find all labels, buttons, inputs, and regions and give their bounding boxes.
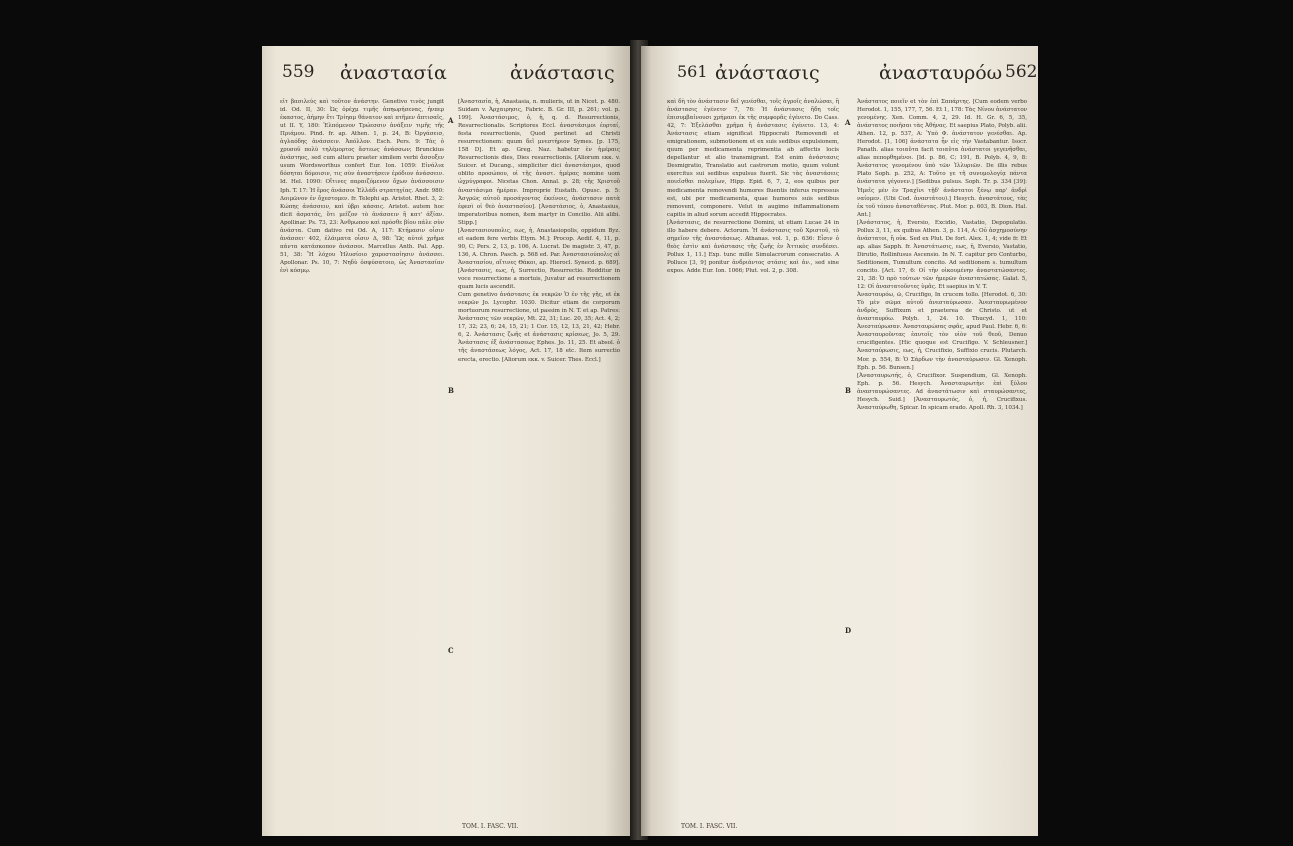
- left-col1-text: εἶτ βασιλεὺς καὶ τοῦτον ἀνάστην. Genetivo τινὸς jungit id. Od. II, 30: Ὡς ὀρέχμ τιμῆς ἀπηωρήσενας, ἡνπερ ἐκαστος, ἀήμην ἔτι Τρίηαμ θάνατον καὶ πτῆμεν ἄπτισαῖς, ut II. Y, 180: Ἐλπόμενον Τρώεσσιν ἀνάξειν τιμῆς τῆς Πριάμου. Pind. fr. ap. Athen. 1, p. 24, B: Ὀργάσεισ, ἀγλαόδης ἀνάσσειν. Ἀπόλλον. Esch. Pers. 9: Τὰς ὁ χρυσοῦ πολὺ τηλέμορτος ἄστεως ἀνάσσων; Brunckius ἀνάστηος, sed cum alteru praeter similem verbi ἄσσοξεν usum Wordsworthus confert Eur. Ion. 1059: Εἰνάλια δόσηται δόμοισιν, τις σὺν ἀναστήσειν ἐρόδιον ἀνάσσειν. Id. Hel. 1090: Οἴτινες παραιζόμενον ὄχων ἀνάσσοισιν Iph. T. 17: Ἠ ἔρος ἀνάσσοι Ἑλλάδι στρατηγίας. Andr. 980: Δοιμῶνον ἐν ὄχεστομεν. fr. Telephi ap. Aristot. Rhet. 3, 2: Κώπης ἀνάσσειν, καὶ ὑβρι κάσαις. Aristot. autem hoc dicit ἀσρατάς, ὅτι μεῖζον τὸ ἀνάσσειν ἢ κατ' ἀξίαν. Apollinar. Ps. 73, 23: Ἀνθρωπου καὶ πρόσθε βίου πάλε σὺν ἀνάστα. Cum dativo rei Od. A, 117: Κτήμασιν οἶσιν ἀνάσσει· 402, ἐλάιματα οἶσιν Δ, 98: Ὣς αὐτοὶ χρῆμα πάντα κατάσκοπον ἀνάσσοι. Marcellus Anth. Pal. App. 51, 38: Ἢ λόχου Ἠλυσίοιο χαροστασίησιν ἀνάσσει. Apollonar. Ps. 10, 7: Νηδὺ ὀσφύσατοιο, ὡς Ἀναστασίαν ἐνὶ κόσμῳ.: [280, 99, 444, 274]
- left-page-number: 559: [282, 62, 315, 82]
- right-margin-letter-b: B: [845, 386, 851, 395]
- right-col1-text-b: [Ἀνάστασις, de resurrectione Domini, ut etiam Lucae 24 in illo habere debere. Actorum. Ἡ ἀνάστασις τοῦ Χριστοῦ, τὸ σημεῖον τῆς ἀναστάσεως. Athanas. vol. 1, p. 636: Εἶσιν ὁ θεὸς ἐστὶν καὶ ἀνάστασις τῆς ζωῆς ἐν Ἀττικὸς συνδέσει. Pollux 1, 11.] Exp. tunc mille Simulacrorum consecratio. A Polluce [3, 9] ponitur ἀνδριάντος στάσις καὶ ἀν., sed sine expos. Adde Eur. Ion. 1066; Plut. vol. 2, p. 308.: [667, 219, 839, 274]
- left-margin-letter-a: A: [448, 116, 454, 125]
- right-col2-text-b: [Ἀνάστατος, ἡ, Eversio, Excidio, Vastatio, Depopulatio. Pollux 3, 11, ex quibus Athen. 3, p. 114, A: Οὐ ἀσχημοσύνην ἀνάστατοι, ἢ οὐκ. Sed ex Plut. De fort. Alex. 1, 4; vide fr. Et ap. alias Sapph. fr. Ἀναστάτωσις, εως, ἡ, Eversio, Vastatio, Dirutio, Rollinfusus Ascensio. In N. T. capitur pro Conturbo, Seditionem, Tumultum concito. Ad seditionem s. tumultum concito. [Act. 17, 6: Οἱ τὴν οἰκουμένην ἀναστατώσαντες. 21, 38: Ὁ πρὸ τούτων τῶν ἡμερῶν ἀναστατώσας. Galat. 5, 12: Οἱ ἀναστατοῦντες ὑμᾶς. Et saepius in V. T.: [857, 219, 1027, 291]
- right-page-footer: TOM. I. FASC. VII.: [681, 823, 738, 830]
- right-page-header: [641, 60, 1038, 86]
- left-page-column-1: [280, 98, 444, 818]
- right-headword-left: ἀνάστασις: [715, 62, 820, 84]
- right-page-column-2: [857, 98, 1027, 818]
- right-page: [641, 46, 1038, 836]
- right-col2-text: Ἀνάστατος ποιεῖν et τὸν ἐπὶ Σαπάρτης. [Cum eodem verbo Herodot. 1, 155, 177, 7, 56. Et 1, 178: Τὰς Νίνου ἀνάστατον γενομένης. Xen. Comm. 4, 2, 29. Id. H. Gr. 6, 5, 35, ἀνάστατος ποιῆσαι τὰς Ἀθήνας. Et saepius Plato, Polyb. alii. Athen. 12, p. 537, A: Ὑπὸ Φ. ἀνάστατον γενέσθαι. Ap. Herodot. [1, 106] ἀνάστατα ἦν εἰς τὴν Vastabantur. Isocr. Panath. alias τοιαῦτα facit τοιαῦτα ἀνάστατοι γεγενῆσθαι, alias πεπορθημένοι. [Id. p. 86, C; 191, B. Polyb. 4, 9, 8: Ἀνάστατος γενομένου ὑπὸ τῶν Ἰλλυριῶν. De illis rebus Plato Soph. p. 252, A: Τοῦτο γε τῆ συνυμολογίᾳ πάντα ἀνάστατα γέγονεν.] [Sedibus pulsus. Soph. Tr. p. 334 [39]: Ἡμεῖς μὲν ἐν Τραχῖνι τῇδ' ἀνάστατοι ξένῳ παρ' ἀνδρὶ ναίομεν. (Ubi Cod. ἀναστάτου).] Hesych. ἀναστάτους, τὰς ἐκ τοῦ τόπου ἀνασταθέντας. Plut. Mor. p. 603, B. Dion. Hal. Ant.]: [857, 99, 1027, 218]
- right-col3-text-b: [Ἀνασταυρωτής, ὁ, Crucifixor. Suspendium, Gl. Xenoph. Eph. p. 56. Hesych. Ἀνασταυρωτὴν: ἐπὶ ξύλου ἀνασταυρώσαντες. Ad ἀναστάτωσιν καὶ σταυρώσαντες, Hesych. Suid.] [Ἀνασταυρωτός, ὁ, ἡ, Crucifixus. Ἀνασταύρωθη, Spicar. In spicam erado. Apoll. Rh. 3, 1034.]: [857, 372, 1027, 411]
- left-headword-left: ἀναστασία: [340, 62, 447, 84]
- right-page-column-1: [667, 98, 839, 818]
- left-headword-right: ἀνάστασις: [510, 62, 615, 84]
- right-page-number: 562: [1005, 62, 1038, 82]
- left-page: [262, 46, 634, 836]
- left-col3-text: Cum genetivo ἀνάστασις ἐκ νεκρῶν Ὁ ἐν τῆς γῆς, et ἐκ νεκρῶν Jo. Lycophr. 1030. Dicitur etiam de corporum mortuorum resurrectione, ut passim in N. T. et ap. Patres: Ἀνάστασις τῶν νεκρῶν, Μt. 22, 31; Luc. 20, 35; Act. 4, 2; 17, 32; 23, 6; 24, 15, 21; 1 Cor. 15, 12, 13, 21, 42; Hebr. 6, 2. Ἀνάστασις ζωῆς et ἀνάστασις κρίσεως, Jo. 5, 29. Ἀνάστασις ἐξ ἀνάστασεως Ephes. Jo. 11, 25. Et absol. ὁ τῆς ἀναστάσεως λόγος, Act. 17, 18 etc. Item surrectio erecta, erectio. [Aliorum εκκ. v. Suicer. Thes. Eccl.]: [458, 292, 620, 363]
- left-col2-text-b: [Ἀναστασιουπολις, εως, ἡ, Anastasiopolis, oppidum Byz. et eadem fere verbis Etym. M.]: Procop. Aedif. 4, 11, p. 90, C; Pers. 2, 13, p. 106, A. Lucrat. De magistr. 3, 47, p. 136, A. Chron. Pasch. p. 568 ed. Par. Ἀναστασιούπολις αἱ Ἀναστασίου, αἵτινες Θάκοι, ap. Hierocl. Synecd. p. 689]. [Ἀνάστασις, εως, ἡ, Surrectio, Resurrectio. Redditur in voce resurrectione a mortuis, Juvatur ad resurrectionem quam lucis ascendit.: [458, 227, 620, 291]
- right-col3-text: Ἀνασταυρόω, ῶ, Crucifigo, In crucem tollo. [Herodot. 6, 30: Τὸ μὲν σῶμα αὐτοῦ ἀνεσταύρωσαν. Ἀνεσταυρωμένον ἀνδρὸς, Suffixum et praeterea de Christo. ut et ἀνασταυρόω. Polyb. 1, 24. 10. Thucyd. 1, 110: Ἀνεσταύρωσαν. Ἀνασταυρώσας σφᾶς, apud Paul. Hebr. 6, 6: Ἀνασταυροῦντας ἑαυτοῖς τὸν υἱὸν τοῦ θεοῦ, Denuo crucifigentes. [Hic quoque est Crucifigo. V. Schleusner.] Ἀνασταύρωσις, εως, ἡ, Crucifixio, Suffixio crucis. Plutarch. Mor. p. 554, B: Ὁ Σάρδων τὴν ἀνασταύρωσιν. Gl. Xenoph. Eph. p. 56. Bunsen.]: [857, 292, 1027, 371]
- left-margin-letter-b: B: [448, 386, 454, 395]
- right-margin-letter-d: D: [845, 626, 852, 635]
- left-page-header: [262, 60, 634, 86]
- right-headword-right: ἀνασταυρόω: [879, 62, 1003, 84]
- right-col1-text: καὶ δὴ τὸν ἀνάστασιν δεῖ γενέσθαι, τοῖς ἀγροῖς ἀναλώσαι, ἢ ἀνάστασις ἐγένετο· 7, 76: Ἡ ἀνάστασις ἤδη τοῖς ἐπισυμβαίνουσι χρήμασι ἐκ τῆς συμφορᾶς ἐγένετο. Do Cass. 42, 7: Ἐξελάσθαι χρῆμα ἢ ἀνάστασις ἐγένετο. 13, 4: Ἀνάστασις etiam significat Hippocrati Removendi et emigrationem, submotionem et ex suis sedibus expulsionem, quum per medicamenta reprimentia ab affectis locis depellantur et alio transmigrant. Est enim ἀνάστασις Desmigratio, Translatio aut castrorum motio, quum volunt exercitus sui sedibus expulsus fuerit. Sic τὰς ἀναστάσεις ποιεῖσθαι πολεμίων, Hipp. Epid. 6, 7, 2, eos quibus per medicamenta removendi humores fluentis inferus repressus est, ubi per medicamenta, quae humores suis sedibus removent, componere. Velut in augimo inflammationem capitis in aliud sorum accedit Hippocrates.: [667, 99, 839, 218]
- left-page-footer: TOM. I. FASC. VII.: [462, 823, 519, 830]
- left-margin-letter-c: C: [448, 646, 454, 655]
- left-col2-text: [Ἀναστασία, ἡ, Anastasia, n. mulieris, ut in Nicet. p. 480. Suidam v. Ἀρχαιρησις, Fabric. B. Gr. III, p. 261; vol. p. 199]. Ἀναστάσιμος, ὁ, ἡ, q. d. Resurrectionis, Resurrectionalis. Scriptores Eccl. ἀναστάσιμοι ἑορταί, festa resurrectionis, Quod pertinet ad Christi resurrectionem: quum δεῖ μνεστήριον Symes. [p. 175, 158 D]. Et ap. Greg. Naz. habetur ἐν ἡμέραις Resurrectionis dies, Dies resurrectionis. [Aliorum εκκ. v. Suicer. et Ducang., simpliciter dici ἀναστάσιμοι, quod oblito προσώπου, οἱ τῆς ἀναστ. ἡμέρας nomine uom ὠχρύγραφοι. Nicetas Chon. Annal. p. 28; τῆς Χριστοῦ ἀναστάσιμα ἡμέραν. Improprie Eustath. Opusc. p. 5: Ἀσγρῶς αὐτοῦ προσάγοντος ἐκείνοις, ἀνάστασιν πατὰ ἐφεσὶ οἱ θεὸ ἀναστασίου]. [Ἀναστάσιος, ὁ, Anastasius, imperatoribus nomen, item martyr in Concilio. Alii alibi. Stipp.]: [458, 99, 620, 226]
- left-page-column-2: [458, 98, 620, 818]
- right-page-number-marker: 561: [677, 62, 708, 81]
- right-margin-letter-a: A: [845, 118, 851, 127]
